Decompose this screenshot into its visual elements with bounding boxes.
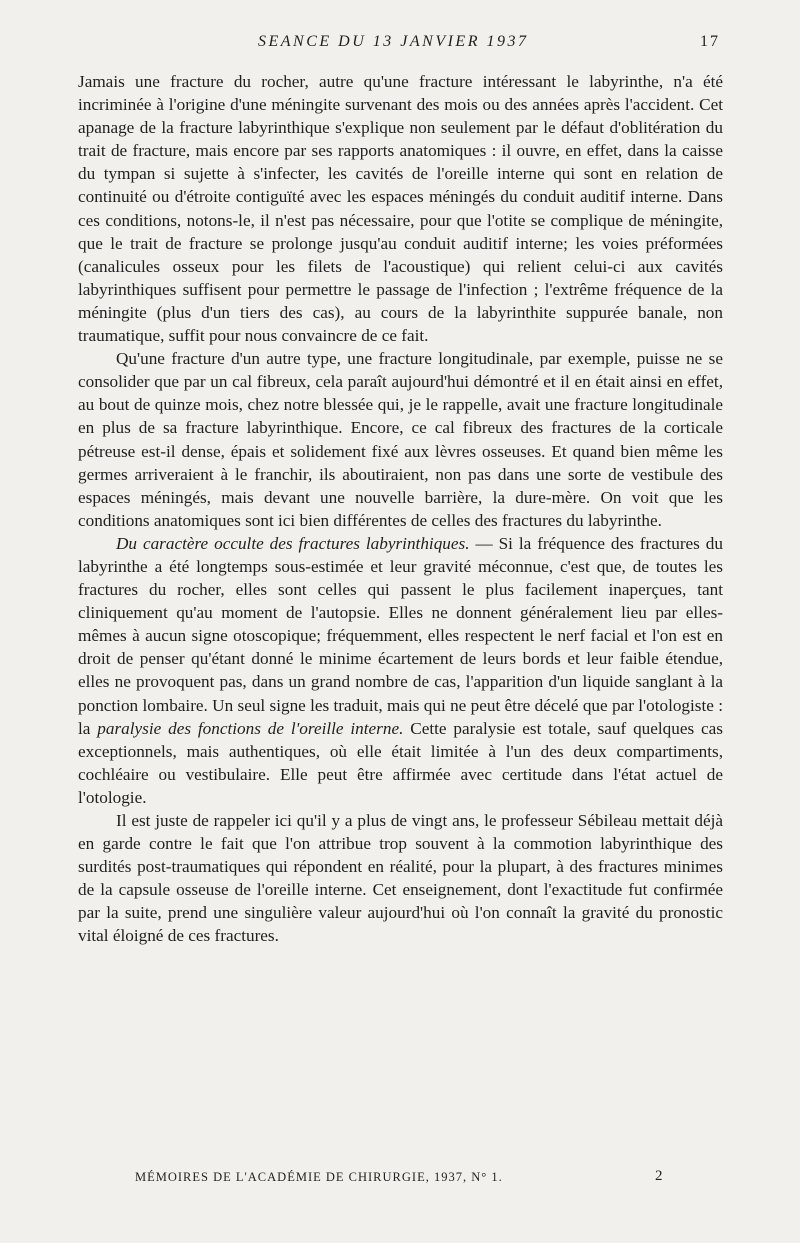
running-title: SEANCE DU 13 JANVIER 1937 (258, 33, 529, 50)
publication-line: MÉMOIRES DE L'ACADÉMIE DE CHIRURGIE, 1937, N° 1. (135, 1170, 503, 1184)
sheet-number: 2 (655, 1168, 663, 1184)
paragraph-3 (78, 532, 723, 809)
page-footer (0, 1170, 800, 1192)
paragraph-2: Qu'une fracture d'un autre type, une fracture longitudinale, par exemple, puisse ne se consolider que par un cal fibreux, cela paraît aujourd'hui démontré et il en était ainsi en effet, au bout de quinze mois, chez notre blessée qui, je le rappelle, avait une fracture longitudinale en plus de sa fracture labyrinthique. Encore, ce cal fibreux des fractures de la corticale pétreuse est-il dense, épais et solidement fixé aux lèvres osseuses. Et quand bien même les germes arriveraient à le franchir, ils aboutiraient, non pas dans une sorte de vestibule des espaces méningés, mais devant une nouvelle barrière, la dure-mère. On voit que les conditions anatomiques sont ici bien différentes de celles des fractures du labyrinthe. (78, 349, 723, 530)
paragraph-3-part-b: Cette paralysie est totale, sauf quelques cas exceptionnels, mais authentiques, où elle était limitée à l'un des deux compartiments, cochléaire ou vestibulaire. Elle peut être affirmée avec certitude dans l'état actuel de l'otologie. (78, 718, 723, 807)
paragraph-4: Il est juste de rappeler ici qu'il y a plus de vingt ans, le professeur Sébileau mettait déjà en garde contre le fait que l'on attribue trop souvent à la commotion labyrinthique des surdités post-traumatiques qui répondent en réalité, pour la plupart, à des fractures minimes de la capsule osseuse de l'oreille interne. Cet enseignement, dont l'exactitude fut confirmée par la suite, prend une singulière valeur aujourd'hui où l'on connaît la gravité du pronostic vital éloigné de ces fractures. (78, 811, 723, 946)
page-number: 17 (700, 33, 720, 50)
paragraph-1: Jamais une fracture du rocher, autre qu'une fracture intéressant le labyrinthe, n'a été incriminée à l'origine d'une méningite survenant des mois ou des années après l'accident. Cet apanage de la fracture labyrinthique s'explique non seulement par le défaut d'oblitération du trait de fracture, mais encore par ses rapports anatomiques : il ouvre, en effet, dans la caisse du tympan si sujette à s'infecter, les cavités de l'oreille interne qui sont en relation de continuité ou d'étroite contiguïté avec les espaces méningés du conduit auditif interne. Dans ces conditions, notons-le, il n'est pas nécessaire, pour que l'otite se complique de méningite, que le trait de fracture se prolonge jusqu'au conduit auditif interne; les voies préformées (canalicules osseux pour les filets de l'acoustique) qui relient celui-ci aux cavités labyrinthiques suffisent pour permettre le passage de l'infection ; l'extrême fréquence de la méningite (plus d'un tiers des cas), au cours de la labyrinthite suppurée banale, non traumatique, suffit pour nous convaincre de ce fait. (78, 72, 723, 346)
emphasized-phrase: paralysie des fonctions de l'oreille interne. (97, 718, 404, 738)
page-header (0, 33, 800, 57)
section-heading: Du caractère occulte des fractures labyrinthiques. (116, 533, 470, 553)
paragraph-3-part-a: — Si la fréquence des fractures du labyrinthe a été longtemps sous-estimée et leur gravité méconnue, c'est que, de toutes les fractures du rocher, elles sont celles qui passent le plus facilement inaperçues, tant cliniquement qu'au moment de l'autopsie. Elles ne donnent généralement lieu par elles-mêmes à aucun signe otoscopique; fréquemment, elles respectent le nerf facial et l'on est en droit de penser qu'étant donné le minime écartement de leurs bords et leur faible étendue, elles ne provoquent pas, dans un grand nombre de cas, l'apparition d'un liquide sanglant à la ponction lombaire. Un seul signe les traduit, mais qui ne peut être décelé que par l'otologiste : la (78, 533, 723, 738)
body-text (78, 70, 723, 948)
